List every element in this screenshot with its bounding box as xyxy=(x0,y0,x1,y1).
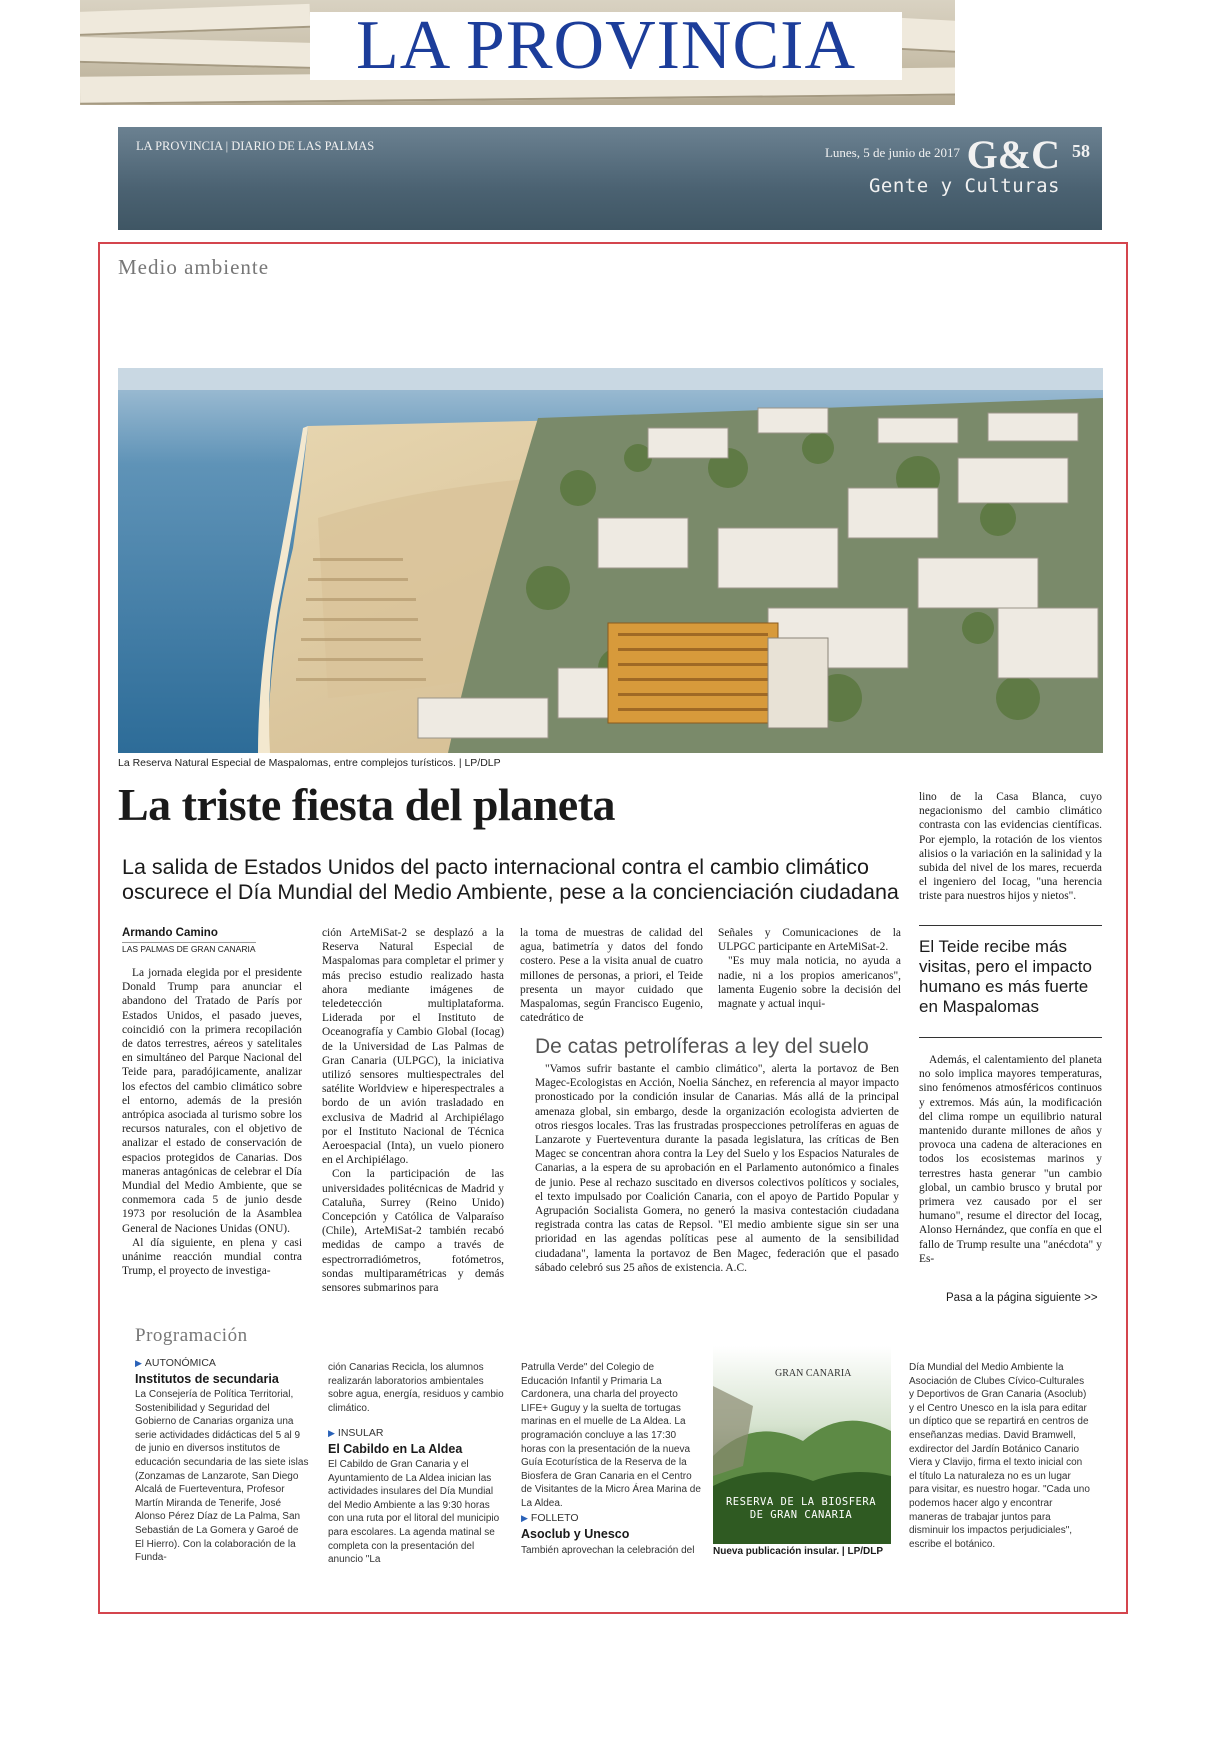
photo-caption: La Reserva Natural Especial de Maspalomas, entre complejos turísticos. | LP/DLP xyxy=(118,757,501,769)
byline-author: Armando Camino xyxy=(122,927,218,939)
divider xyxy=(919,1037,1102,1038)
box-text xyxy=(535,1062,899,1275)
brochure-brand: GRAN CANARIA xyxy=(775,1368,852,1379)
section-name: Gente y Culturas xyxy=(868,175,1060,197)
paragraph: lino de la Casa Blanca, cuyo negacionismo del cambio climático contrasta con las evidencias científicas. Por ejemplo, la rotación de los vientos alisios o la variación en la salinidad y la subida del nivel de los mares, recuerda el ingeniero del Iocag, "una herencia triste para nuestros hijos y nietos". xyxy=(919,791,1102,903)
paragraph: Señales y Comunicaciones de la ULPGC participante en ArteMiSat-2. xyxy=(718,927,901,954)
article-photo xyxy=(118,368,1103,753)
box-subheading: De catas petrolíferas a ley del suelo xyxy=(535,1035,869,1058)
article-column-3 xyxy=(520,926,703,1025)
byline-place: LAS PALMAS DE GRAN CANARIA xyxy=(122,944,256,954)
article-column-right-top xyxy=(919,790,1102,904)
paragraph: Con la participación de las universidades politécnicas de Madrid y Cataluña, Surrey (Reino Unido) Concepción y Católica de Valparaíso (Chile), ArteMiSat-2 también recabó medidas de campo a través de espectrorradiómetros, fotómetros, sondas multiparamétricas y demás sensores submarinos para xyxy=(322,1168,504,1295)
article-column-right-bottom xyxy=(919,1053,1102,1266)
section-banner xyxy=(118,127,1102,230)
paragraph: "Vamos sufrir bastante el cambio climático", alerta la portavoz de Ben Magec-Ecologistas en Acción, Noelia Sánchez, en referencia al mayor impacto pronosticado por la condición insular de Canarias. Más allá de la principal amenaza global, sin embargo, desde la organización ecologista advierten de otros riesgos locales. Tras las frustradas prospecciones petrolíferas en aguas de Lanzarote y Fuerteventura durante la pasada legislatura, las críticas de Ben Magec se concentran ahora contra la Ley del Suelo y los Espacios Naturales de Canarias, a la espera de su aprobación en el Parlamento autonómico a finales de junio. Pese al rechazo suscitado en diversos colectivos políticos y sociales, el texto impulsado por Coalición Canaria, con el apoyo de Partido Popular y Agrupación Socialista Gomera, no generó la masiva contestación ciudadana registrada contra las catas de Repsol. "El medio ambiente sigue sin ser una prioridad en las agendas políticas pese al aumento de la sensibilidad ciudadana", lamenta la portavoz de Ben Magec, federación que el pasado sábado celebró sus 25 años de existencia. A.C. xyxy=(535,1063,899,1274)
program-heading: Institutos de secundaria xyxy=(135,1372,279,1386)
programacion-title: Programación xyxy=(135,1325,248,1346)
paragraph: La jornada elegida por el presidente Donald Trump para anunciar el abandono del Tratado de París por Estados Unidos, el pasado jueves, coincidió con la primera recopilación de datos terrestres, aéreos y satelitales en simultáneo del Parque Nacional del Teide para, paradójicamente, analizar los efectos del cambio climático sobre el entorno, además de la presión antrópica asociada al turismo sobre los recursos naturales, con el objetivo de analizar el estado de conservación de espacios protegidos de Canarias. Dos maneras antagónicas de celebrar el Día Mundial del Medio Ambiente, que se conmemora cada 5 de junio desde 1973 por resolución de la Asamblea General de Naciones Unidas (ONU). xyxy=(122,967,302,1235)
brochure-cover-image xyxy=(713,1346,891,1544)
article-column-4 xyxy=(718,926,901,1011)
program-tag-label: AUTONÓMICA xyxy=(144,1357,216,1369)
program-tag xyxy=(521,1512,579,1524)
program-tag xyxy=(328,1427,383,1439)
newspaper-logo: LA PROVINCIA xyxy=(310,12,902,80)
brochure-title: RESERVA DE LA BIOSFERA DE GRAN CANARIA xyxy=(725,1496,877,1521)
program-text: Patrulla Verde" del Colegio de Educación Infantil y Primaria La Cardonera, una charla del proyecto LIFE+ Guguy y la suelta de tortugas marinas en el muelle de La Aldea. La programación concluye a las 17:30 horas con la presentación de la nueva Guía Ecoturística de la Reserva de la Biosfera de Gran Canaria en el Centro de Visitantes de la Micro Área Marina de La Aldea. xyxy=(521,1362,701,1509)
article-column-2 xyxy=(322,926,504,1295)
program-tag xyxy=(135,1357,216,1369)
triangle-bullet-icon: ▶ xyxy=(328,1428,335,1438)
program-heading: El Cabildo en La Aldea xyxy=(328,1442,463,1456)
program-text: ción Canarias Recicla, los alumnos realizarán laboratorios ambientales sobre agua, energía, residuos y cambio climático. xyxy=(328,1362,504,1414)
divider xyxy=(919,925,1102,926)
paragraph: "Es muy mala noticia, no ayuda a nadie, ni a los propios americanos", lamenta Eugenio sobre la decisión del magnate y actual inqui- xyxy=(718,955,901,1011)
article-kicker: Medio ambiente xyxy=(118,255,270,279)
program-text: El Cabildo de Gran Canaria y el Ayuntamiento de La Aldea inician las actividades insulares del Día Mundial del Medio Ambiente a las 9:30 horas con una ruta por el litoral del municipio para escolares. La agenda matinal se completa con la presentación del anuncio "La xyxy=(328,1459,500,1566)
paragraph: Al día siguiente, en plena y casi unánime reacción mundial contra Trump, el proyecto de investiga- xyxy=(122,1236,302,1278)
triangle-bullet-icon: ▶ xyxy=(135,1358,142,1368)
triangle-bullet-icon: ▶ xyxy=(521,1513,528,1523)
brochure-caption: Nueva publicación insular. | LP/DLP xyxy=(713,1546,884,1557)
program-text: También aprovechan la celebración del xyxy=(521,1545,695,1556)
program-text: La Consejería de Política Territorial, Sostenibilidad y Seguridad del Gobierno de Canarias organiza una serie actividades didácticas del 5 al 9 de junio en diversos institutos de educación secundaria de las siete islas (Zonzamas de Lanzarote, San Diego Alcalá de Fuerteventura, Profesor Martín Miranda de Tenerife, José Alonso Pérez Díaz de La Palma, San Sebastián de La Gomera y Garoé de El Hierro). Con la colaboración de la Funda- xyxy=(135,1389,309,1564)
banner-newspaper-name: LA PROVINCIA | DIARIO DE LAS PALMAS xyxy=(136,139,375,153)
program-tag-label: FOLLETO xyxy=(530,1512,579,1524)
masthead xyxy=(80,0,955,105)
program-tag-label: INSULAR xyxy=(337,1427,384,1439)
article-column-1 xyxy=(122,966,302,1278)
article-deck: La salida de Estados Unidos del pacto internacional contra el cambio climático oscurece el Día Mundial del Medio Ambiente, pese a la concienciación ciudadana xyxy=(122,855,899,904)
maspalomas-aerial-image xyxy=(118,368,1103,753)
headline: La triste fiesta del planeta xyxy=(118,779,616,830)
continue-link: Pasa a la página siguiente >> xyxy=(946,1292,1098,1304)
paragraph: la toma de muestras de calidad del agua, batimetría y datos del fondo costero. Pese a la visita anual de cuatro millones de personas, a priori, el Teide presenta un mayor cuidado que Maspalomas, según Francisco Eugenio, catedrático de xyxy=(520,927,703,1025)
page-number: 58 xyxy=(1072,141,1090,161)
paragraph: Además, el calentamiento del planeta no solo implica mayores temperaturas, sino fenómenos atmosféricos continuos y extremos. Más aún, la modificación del clima rompe un equilibrio natural mantenido durante millones de años y provoca una cadena de alteraciones en todos los ecosistemas marinos y terrestres hasta generar "un cambio global, un cambio brusco y brutal por primera vez causado por el ser humano", resume el director del Iocag, Alonso Hernández, que confía en que el fallo de Trump resulte una "anécdota" y Es- xyxy=(919,1054,1102,1265)
section-logo: G&C xyxy=(966,132,1060,177)
paragraph: ción ArteMiSat-2 se desplazó a la Reserva Natural Especial de Maspalomas para completar el primer y más preciso estudio realizado hasta ahora mediante imágenes de teledetección multiplataforma. Liderada por el Instituto de Oceanografía y Cambio Global (Iocag) de la Universidad de Las Palmas de Gran Canaria (ULPGC), la iniciativa utilizó sensores multiespectrales del satélite Worldview e hiperespectrales a bordo de un avión trasladado en exclusiva de Madrid al Archipiélago por el Instituto Nacional de Técnica Aeroespacial (Inta), un vuelo pionero en el Archipiélago. xyxy=(322,927,504,1167)
program-heading: Asoclub y Unesco xyxy=(521,1527,630,1541)
banner-date: Lunes, 5 de junio de 2017 xyxy=(824,145,960,160)
program-text: Día Mundial del Medio Ambiente la Asociación de Clubes Cívico-Culturales y Deportivos de Gran Canaria (Asoclub) y el Centro Unesco en la isla para editar un díptico que se repartirá en centros de enseñanzas medias. David Bramwell, exdirector del Jardín Botánico Canario Viera y Clavijo, firma el texto inicial con el título La naturaleza no es un lugar para visitar, es nuestro hogar. "Cada uno podemos hacer algo y encontrar maneras de trabajar juntos para disminuir los impactos perjudiciales", escribe el botánico. xyxy=(909,1362,1090,1550)
pull-quote: El Teide recibe más visitas, pero el impacto humano es más fuerte en Maspalomas xyxy=(919,937,1092,1016)
